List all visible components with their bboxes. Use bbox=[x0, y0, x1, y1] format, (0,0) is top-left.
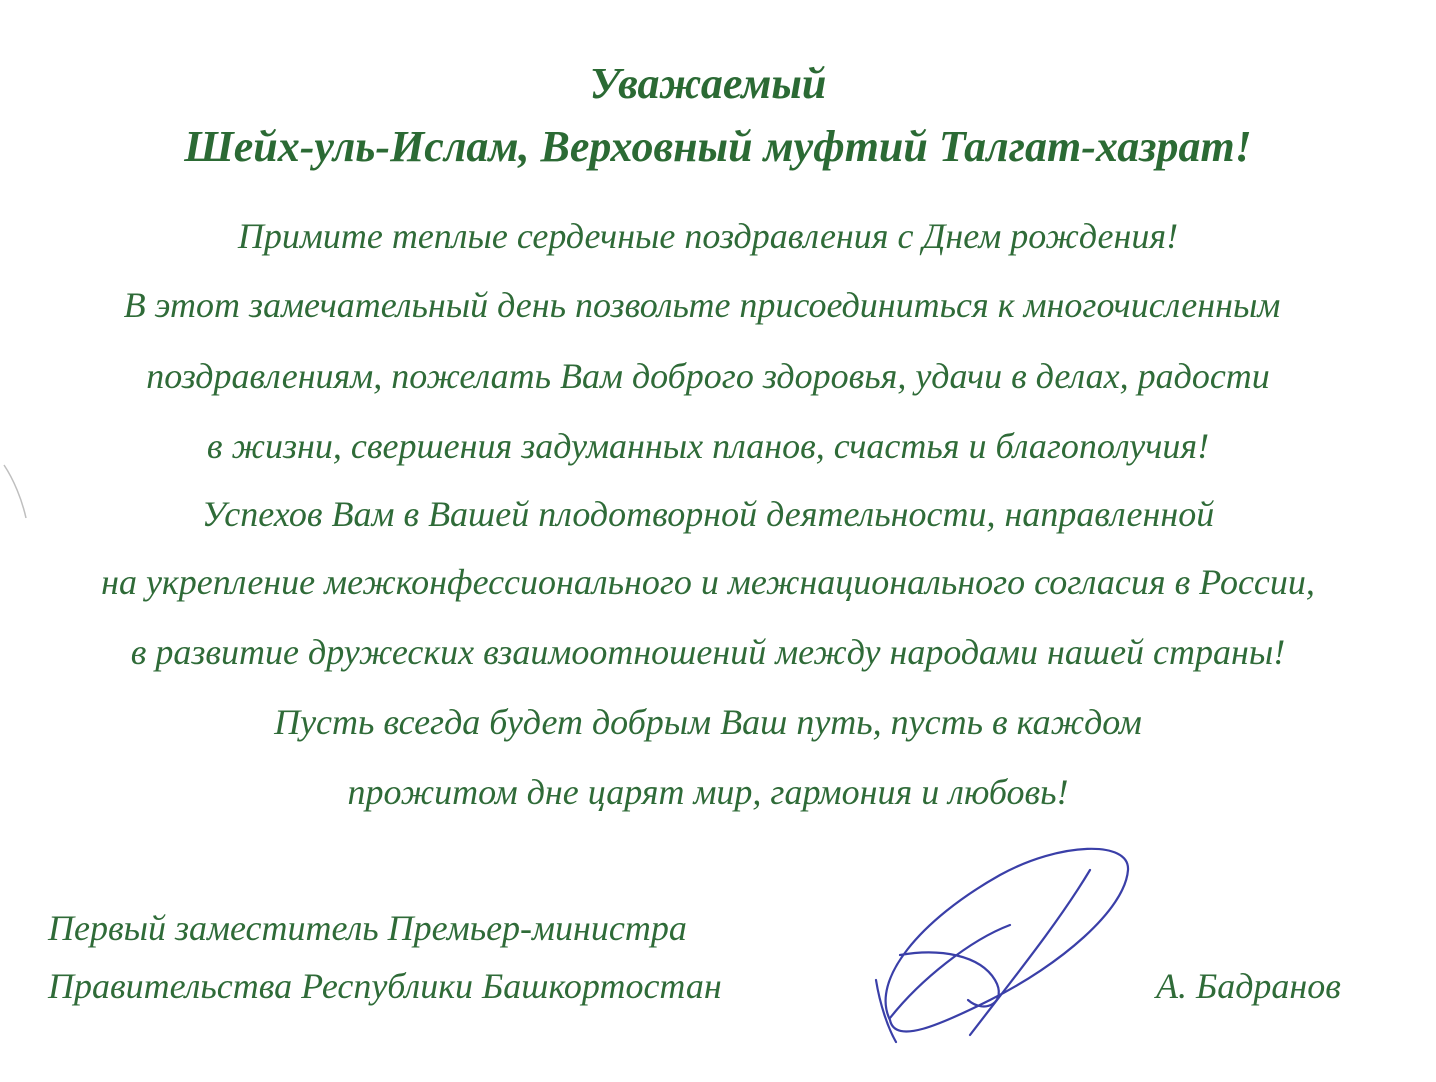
signer-name: А. Бадранов bbox=[1156, 966, 1341, 1006]
body-line: прожитом дне царят мир, гармония и любовь! bbox=[347, 772, 1069, 812]
greeting-line-1: Уважаемый bbox=[589, 59, 827, 108]
body-line: в жизни, свершения задуманных планов, счастья и благополучия! bbox=[206, 426, 1210, 466]
page-edge-mark bbox=[0, 460, 30, 520]
handwritten-signature bbox=[860, 830, 1150, 1060]
signer-title-line-1: Первый заместитель Премьер-министра bbox=[48, 908, 687, 948]
body-line: Успехов Вам в Вашей плодотворной деятельности, направленной bbox=[201, 494, 1215, 534]
body-line: В этот замечательный день позвольте присоединиться к многочисленным bbox=[123, 285, 1281, 325]
body-line: Пусть всегда будет добрым Ваш путь, пусть в каждом bbox=[274, 702, 1142, 742]
signer-title-line-2: Правительства Республики Башкортостан bbox=[48, 966, 722, 1006]
body-line: на укрепление межконфессионального и межнационального согласия в России, bbox=[101, 562, 1315, 602]
body-line: Примите теплые сердечные поздравления с Днем рождения! bbox=[237, 216, 1179, 256]
greeting-line-2: Шейх-уль-Ислам, Верховный муфтий Талгат-хазрат! bbox=[184, 122, 1252, 171]
body-line: поздравлениям, пожелать Вам доброго здоровья, удачи в делах, радости bbox=[146, 356, 1270, 396]
body-line: в развитие дружеских взаимоотношений между народами нашей страны! bbox=[130, 632, 1286, 672]
